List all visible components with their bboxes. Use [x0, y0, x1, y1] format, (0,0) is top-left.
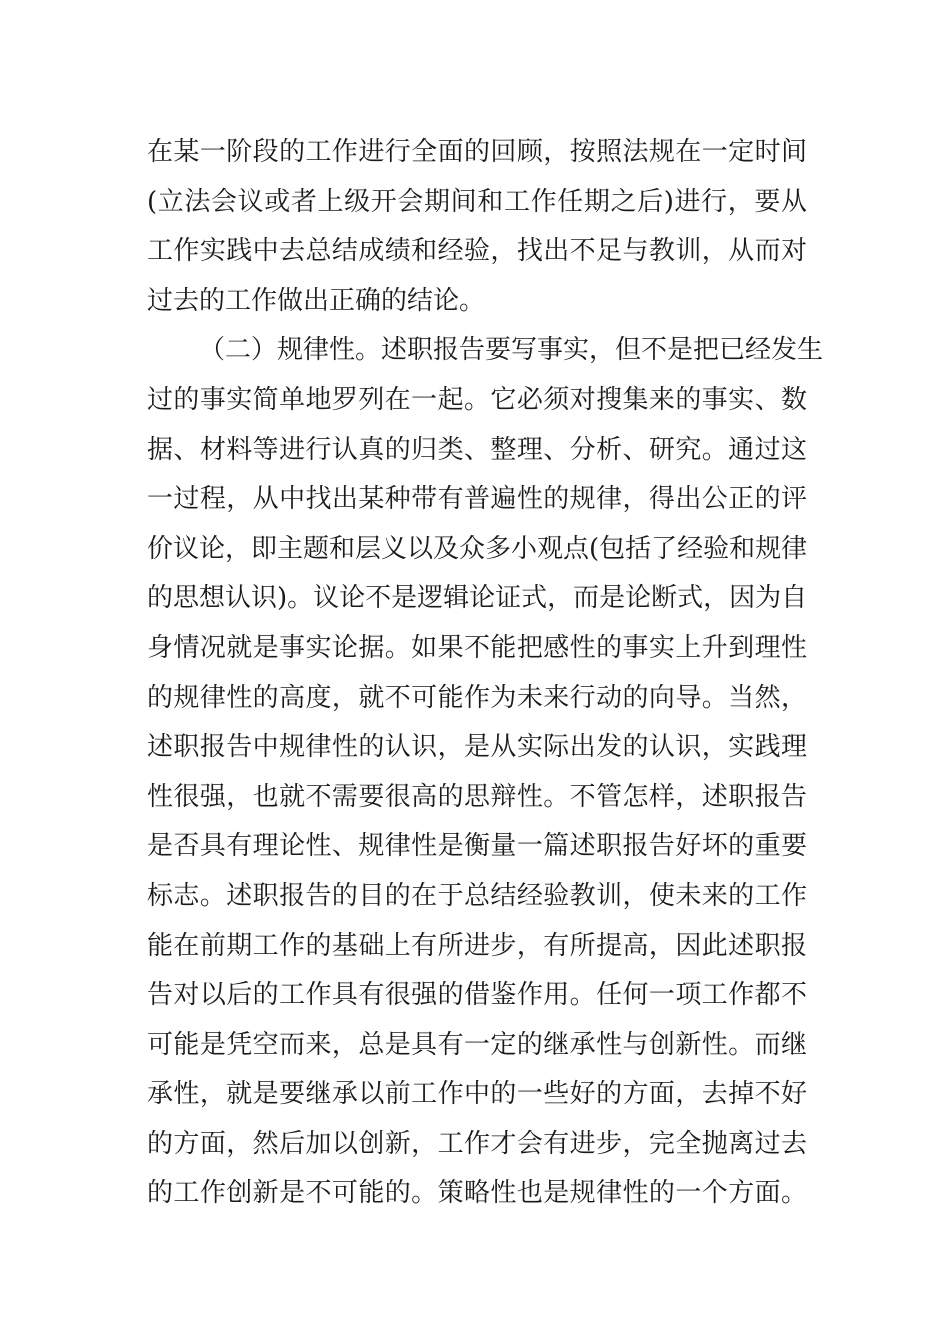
text-line: 性很强，也就不需要很高的思辩性。不管怎样，述职报告: [147, 781, 807, 812]
text-line: 身情况就是事实论据。如果不能把感性的事实上升到理性: [147, 632, 807, 663]
text-line: 标志。述职报告的目的在于总结经验教训，使未来的工作: [147, 880, 807, 911]
text-line: 据、材料等进行认真的归类、整理、分析、研究。通过这: [147, 434, 807, 465]
text-line: 的工作创新是不可能的。策略性也是规律性的一个方面。: [147, 1178, 807, 1209]
body-text: [147, 128, 824, 1219]
text-line: 能在前期工作的基础上有所进步，有所提高，因此述职报: [147, 930, 807, 961]
text-line: 告对以后的工作具有很强的借鉴作用。任何一项工作都不: [147, 980, 807, 1011]
text-line: 一过程，从中找出某种带有普遍性的规律，得出公正的评: [147, 484, 807, 515]
text-line: 的方面，然后加以创新，工作才会有进步，完全抛离过去: [147, 1128, 807, 1159]
text-line: 工作实践中去总结成绩和经验，找出不足与教训，从而对: [147, 236, 807, 267]
section-heading-line: （二）规律性。述职报告要写事实，但不是把已经发生: [199, 335, 824, 366]
text-line: 述职报告中规律性的认识，是从实际出发的认识，实践理: [147, 732, 807, 763]
text-line: 承性，就是要继承以前工作中的一些好的方面，去掉不好: [147, 1079, 807, 1110]
text-line: (立法会议或者上级开会期间和工作任期之后)进行，要从: [147, 186, 807, 217]
text-line: 价议论，即主题和层义以及众多小观点(包括了经验和规律: [147, 533, 808, 564]
text-line: 可能是凭空而来，总是具有一定的继承性与创新性。而继: [147, 1029, 807, 1060]
text-line: 在某一阶段的工作进行全面的回顾，按照法规在一定时间: [147, 137, 807, 167]
text-line: 过的事实简单地罗列在一起。它必须对搜集来的事实、数: [147, 384, 807, 415]
text-line: 的思想认识)。议论不是逻辑论证式，而是论断式，因为自: [147, 583, 808, 614]
text-line: 的规律性的高度，就不可能作为未来行动的向导。当然，: [147, 682, 807, 713]
text-line: 是否具有理论性、规律性是衡量一篇述职报告好坏的重要: [147, 831, 807, 862]
text-line: 过去的工作做出正确的结论。: [147, 285, 486, 316]
